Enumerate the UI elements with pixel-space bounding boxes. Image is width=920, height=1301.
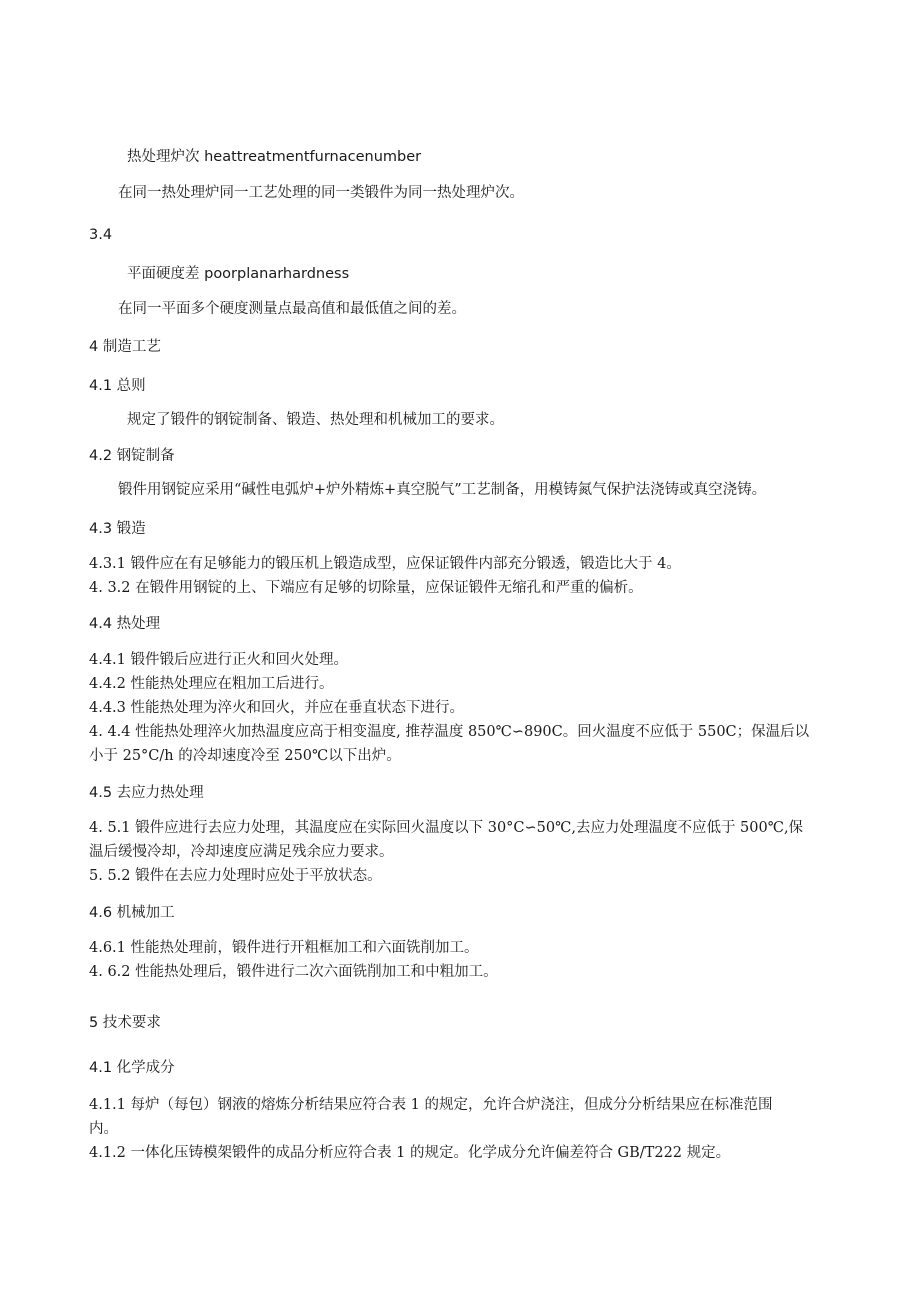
section-heading-4-2: 4.2 钢锭制备 (89, 448, 175, 464)
clause-4-3-2: 4. 3.2 在锻件用钢锭的上、下端应有足够的切除量，应保证锻件无缩孔和严重的偏析。 (89, 580, 643, 596)
clause-4-1-1: 4.1.1 每炉（每包）钢液的熔炼分析结果应符合表 1 的规定，允许合炉浇注，但成分分析结果应在标准范围 (89, 1097, 773, 1113)
clause-4-4-2: 4.4.2 性能热处理应在粗加工后进行。 (89, 676, 334, 692)
section-heading-4: 4 制造工艺 (89, 339, 161, 355)
section-heading-4-5: 4.5 去应力热处理 (89, 785, 204, 801)
clause-4-3-1: 4.3.1 锻件应在有足够能力的锻压机上锻造成型，应保证锻件内部充分锻透，锻造比大于 4。 (89, 556, 681, 572)
paragraph-4-2: 锻件用钢锭应采用“碱性电弧炉+炉外精炼+真空脱气”工艺制备，用模铸氮气保护法浇铸或真空浇铸。 (118, 482, 767, 498)
section-heading-chemical: 4.1 化学成分 (89, 1060, 175, 1076)
section-heading-4-1: 4.1 总则 (89, 378, 146, 394)
section-heading-4-6: 4.6 机械加工 (89, 905, 175, 921)
clause-4-6-2: 4. 6.2 性能热处理后，锻件进行二次六面铣削加工和中粗加工。 (89, 964, 498, 980)
clause-5-5-2: 5. 5.2 锻件在去应力处理时应处于平放状态。 (89, 868, 382, 884)
clause-4-1-1-continued: 内。 (89, 1121, 118, 1137)
clause-4-5-1: 4. 5.1 锻件应进行去应力处理，其温度应在实际回火温度以下 30°C∽50℃,去应力处理温度不应低于 500℃,保 (89, 820, 804, 836)
clause-4-4-4: 4. 4.4 性能热处理淬火加热温度应高于相变温度, 推荐温度 850℃∽890C。回火温度不应低于 550C；保温后以 (89, 724, 810, 740)
term-heading-furnace: 热处理炉次 heattreatmentfurnacenumber (127, 149, 422, 165)
clause-4-4-4-continued: 小于 25°C/h 的冷却速度冷至 250℃以下出炉。 (89, 748, 401, 764)
clause-4-4-3: 4.4.3 性能热处理为淬火和回火，并应在垂直状态下进行。 (89, 700, 465, 716)
clause-4-5-1-continued: 温后缓慢冷却，冷却速度应满足残余应力要求。 (89, 844, 394, 860)
section-heading-4-4: 4.4 热处理 (89, 616, 161, 632)
term-definition-hardness: 在同一平面多个硬度测量点最高值和最低值之间的差。 (118, 301, 466, 317)
term-heading-hardness: 平面硬度差 poorplanarhardness (127, 266, 350, 282)
clause-4-1-2: 4.1.2 一体化压铸模架锻件的成品分析应符合表 1 的规定。化学成分允许偏差符合 GB/T222 规定。 (89, 1145, 731, 1161)
term-definition-furnace: 在同一热处理炉同一工艺处理的同一类锻件为同一热处理炉次。 (118, 185, 524, 201)
clause-4-4-1: 4.4.1 锻件锻后应进行正火和回火处理。 (89, 652, 349, 668)
section-heading-5: 5 技术要求 (89, 1015, 161, 1031)
section-heading-4-3: 4.3 锻造 (89, 521, 146, 537)
section-number-3-4: 3.4 (89, 227, 113, 243)
clause-4-6-1: 4.6.1 性能热处理前，锻件进行开粗框加工和六面铣削加工。 (89, 940, 479, 956)
paragraph-4-1: 规定了锻件的钢锭制备、锻造、热处理和机械加工的要求。 (127, 412, 504, 428)
